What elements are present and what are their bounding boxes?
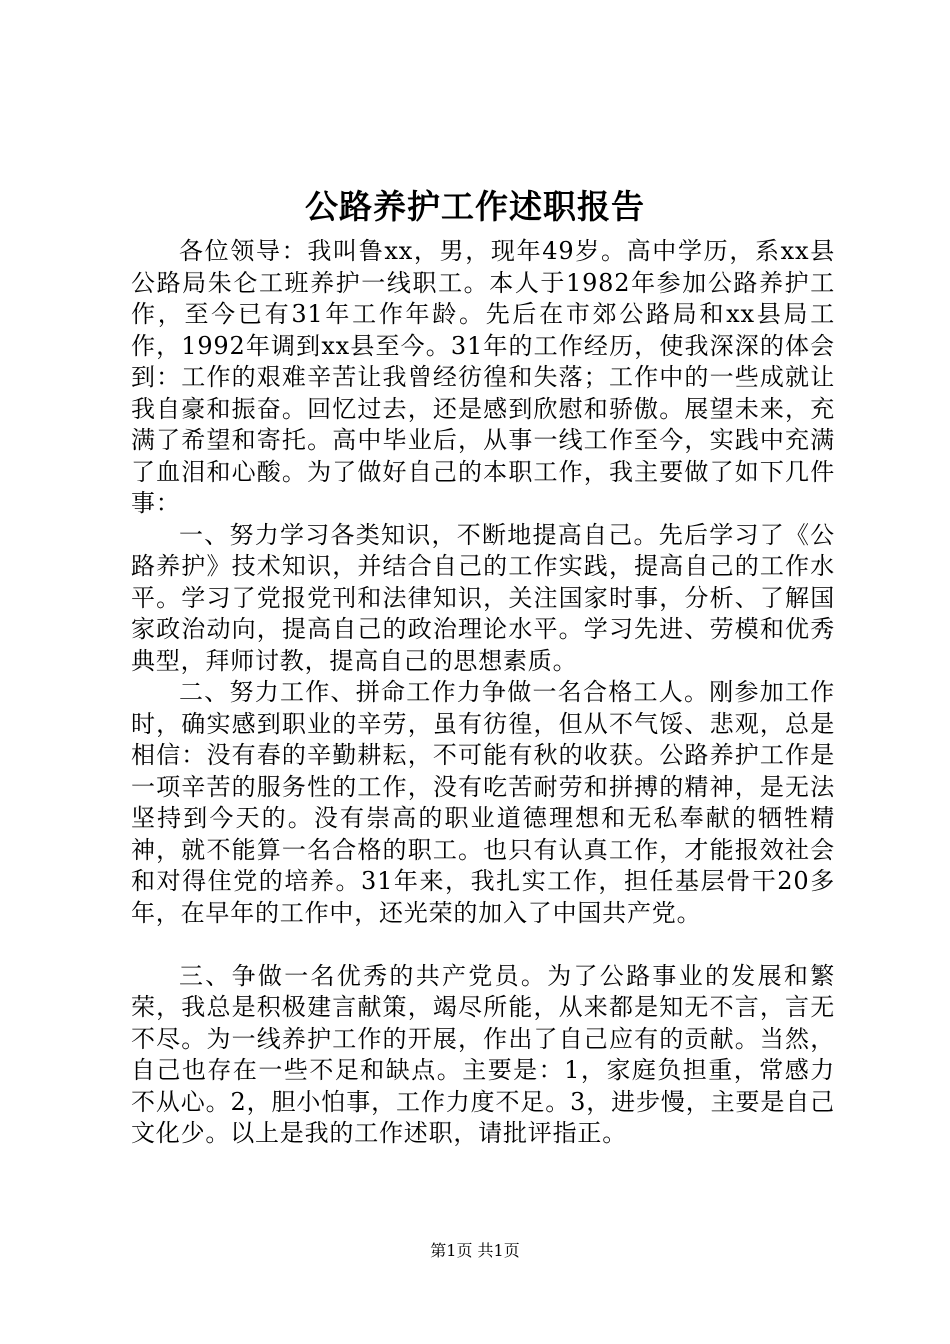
paragraph-intro: 各位领导：我叫鲁xx，男，现年49岁。高中学历，系xx县公路局朱仑工班养护一线职工。本人于1982年参加公路养护工作，至今已有31年工作年龄。先后在市郊公路局和xx县局工作，1992年调到xx县至今。31年的工作经历，使我深深的体会到：工作的艰难辛苦让我曾经彷徨和失落；工作中的一些成就让我自豪和振奋。回忆过去，还是感到欣慰和骄傲。展望未来，充满了希望和寄托。高中毕业后，从事一线工作至今，实践中充满了血泪和心酸。为了做好自己的本职工作，我主要做了如下几件事： — [131, 237, 835, 517]
document-body — [131, 236, 835, 1150]
paragraph-section-1: 一、努力学习各类知识，不断地提高自己。先后学习了《公路养护》技术知识，并结合自己的工作实践，提高自己的工作水平。学习了党报党刊和法律知识，关注国家时事，分析、了解国家政治动向，提高自己的政治理论水平。学习先进、劳模和优秀典型，拜师讨教，提高自己的思想素质。 — [131, 520, 835, 675]
page-footer: 第1页 共1页 — [430, 1241, 520, 1260]
document-title: 公路养护工作述职报告 — [305, 187, 645, 226]
paragraph-section-2: 二、努力工作、拼命工作力争做一名合格工人。刚参加工作时，确实感到职业的辛劳，虽有彷徨，但从不气馁、悲观，总是相信：没有春的辛勤耕耘，不可能有秋的收获。公路养护工作是一项辛苦的服务性的工作，没有吃苦耐劳和拼搏的精神，是无法坚持到今天的。没有崇高的职业道德理想和无私奉献的牺牲精神，就不能算一名合格的职工。也只有认真工作，才能报效社会和对得住党的培养。31年来，我扎实工作，担任基层骨干20多年，在早年的工作中，还光荣的加入了中国共产党。 — [131, 678, 835, 927]
paragraph-section-3: 三、争做一名优秀的共产党员。为了公路事业的发展和繁荣，我总是积极建言献策，竭尽所能，从来都是知无不言，言无不尽。为一线养护工作的开展，作出了自己应有的贡献。当然，自己也存在一些不足和缺点。主要是：1，家庭负担重，常感力不从心。2，胆小怕事，工作力度不足。3，进步慢，主要是自己文化少。以上是我的工作述职，请批评指正。 — [131, 961, 835, 1147]
